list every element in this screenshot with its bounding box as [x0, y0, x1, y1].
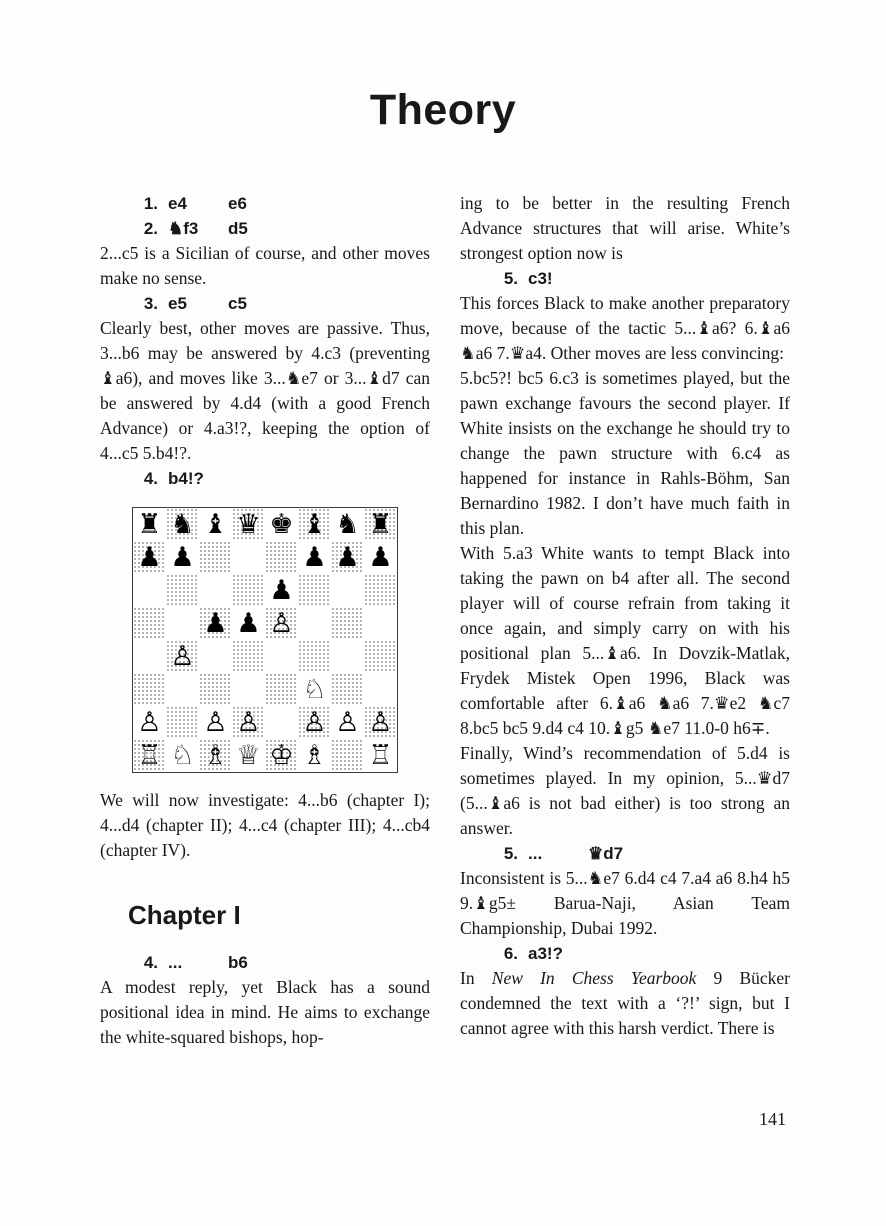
board-square: [199, 541, 232, 574]
board-square: [331, 739, 364, 772]
move-number: 5.: [503, 844, 518, 863]
black-move: b6: [228, 953, 248, 972]
board-square: ♚: [265, 508, 298, 541]
paragraph-forces-black: This forces Black to make another preparatory move, because of the tactic 5...♝a6? 6.♝a6 ♞a6 7.♛a4. Other moves are less convincing:: [460, 293, 790, 363]
board-square: ♜: [364, 508, 397, 541]
board-square: [364, 640, 397, 673]
move-line: [100, 216, 430, 241]
board-square: [133, 673, 166, 706]
book-title-italic: New In Chess Yearbook: [491, 968, 697, 988]
move-line: [100, 950, 430, 975]
move-line: [100, 466, 430, 491]
board-square: [166, 607, 199, 640]
paragraph-continuation: ing to be better in the resulting French Advance structures that will arise. White’s strongest option now is: [460, 193, 790, 263]
board-square: [331, 640, 364, 673]
paragraph-yearbook: [460, 966, 790, 1041]
white-move: e5: [168, 294, 187, 313]
board-square: [166, 673, 199, 706]
board-square: ♘: [298, 673, 331, 706]
move-number: 4.: [143, 469, 158, 488]
white-move: ...: [528, 844, 543, 863]
board-square: [364, 607, 397, 640]
white-move: ♞f3: [168, 219, 199, 238]
black-move: d5: [228, 219, 248, 238]
paragraph-modest-reply: A modest reply, yet Black has a sound positional idea in mind. He aims to exchange the white-squared bishops, hop-: [100, 977, 430, 1047]
text-segment: 9 Bücker condemned the text with a ‘?!’ sign, but I cannot agree with this harsh verdict. There is: [460, 968, 790, 1038]
move-number: 4.: [143, 953, 158, 972]
board-square: ♞: [166, 508, 199, 541]
board-square: ♕: [232, 739, 265, 772]
text-segment: In: [460, 968, 492, 988]
board-square: [133, 574, 166, 607]
move-number: 6.: [503, 944, 518, 963]
black-move: e6: [228, 194, 247, 213]
board-square: [232, 574, 265, 607]
board-square: ♖: [133, 739, 166, 772]
page-title: Theory: [369, 86, 517, 134]
move-number: 3.: [143, 294, 158, 313]
right-column: [460, 191, 790, 1050]
paragraph-investigate: We will now investigate: 4...b6 (chapter I); 4...d4 (chapter II); 4...c4 (chapter III); 4...cb4 (chapter IV).: [100, 790, 430, 860]
board-square: [166, 706, 199, 739]
page-number: 141: [759, 1109, 786, 1129]
board-square: [265, 673, 298, 706]
board-square: [199, 574, 232, 607]
board-square: [364, 574, 397, 607]
board-square: [232, 673, 265, 706]
board-square: [199, 640, 232, 673]
board-square: ♟: [331, 541, 364, 574]
chapter-heading: Chapter I: [128, 900, 241, 930]
board-square: ♟: [133, 541, 166, 574]
board-square: ♙: [265, 607, 298, 640]
move-number: 2.: [143, 219, 158, 238]
board-square: ♗: [199, 739, 232, 772]
board-square: [232, 541, 265, 574]
white-move: ...: [168, 953, 183, 972]
chess-diagram: [132, 507, 398, 773]
paragraph-bc5-line: 5.bc5?! bc5 6.c3 is sometimes played, but the pawn exchange favours the second player. If White insists on the exchange he should try to change the pawn structure with 6.c4 as happened for instance in Rahls-Böhm, San Bernardino 1982. I don’t have much faith in this plan.: [460, 368, 790, 538]
white-move: e4: [168, 194, 187, 213]
board-square: ♜: [133, 508, 166, 541]
paragraph-a3-line: With 5.a3 White wants to tempt Black into taking the pawn on b4 after all. The second player will of course refrain from taking it once again, and simply carry on with his positional plan 5...♝a6. In Dovzik-Matlak, Frydek Mistek Open 1996, Black was comfortable after 6.♝a6 ♞a6 7.♛e2 ♞c7 8.bc5 bc5 9.d4 c4 10.♝g5 ♞e7 11.0-0 h6∓.: [460, 543, 790, 738]
black-move: c5: [228, 294, 247, 313]
board-square: [133, 607, 166, 640]
board-square: ♔: [265, 739, 298, 772]
board-square: [331, 607, 364, 640]
board-square: ♙: [364, 706, 397, 739]
board-square: [232, 640, 265, 673]
board-square: ♞: [331, 508, 364, 541]
board-square: [331, 673, 364, 706]
board-square: [364, 673, 397, 706]
board-square: ♙: [331, 706, 364, 739]
board-square: ♙: [133, 706, 166, 739]
move-line: [460, 941, 790, 966]
board-square: ♟: [298, 541, 331, 574]
paragraph-sicilian-note: 2...c5 is a Sicilian of course, and other moves make no sense.: [100, 243, 430, 288]
board-square: ♝: [298, 508, 331, 541]
board-square: ♙: [232, 706, 265, 739]
board-square: ♙: [298, 706, 331, 739]
board-square: ♟: [265, 574, 298, 607]
paragraph-wind-recommendation: Finally, Wind’s recommendation of 5.d4 is sometimes played. In my opinion, 5...♛d7 (5...♝a6 is not bad either) is too strong an answer.: [460, 743, 790, 838]
board-square: ♛: [232, 508, 265, 541]
board-square: [265, 706, 298, 739]
board-square: ♙: [166, 640, 199, 673]
board-square: [298, 607, 331, 640]
board-square: ♖: [364, 739, 397, 772]
board-square: [199, 673, 232, 706]
move-line: [100, 291, 430, 316]
board-square: [298, 640, 331, 673]
board-square: ♟: [199, 607, 232, 640]
board-square: [133, 640, 166, 673]
board-square: ♘: [166, 739, 199, 772]
chess-board: [133, 508, 397, 772]
left-column: [100, 191, 430, 1050]
white-move: c3!: [528, 269, 553, 288]
board-square: [166, 574, 199, 607]
move-line: [100, 191, 430, 216]
board-square: ♝: [199, 508, 232, 541]
move-number: 1.: [143, 194, 158, 213]
board-square: ♟: [166, 541, 199, 574]
move-line: [460, 841, 790, 866]
board-square: [265, 640, 298, 673]
white-move: b4!?: [168, 469, 204, 488]
board-square: [265, 541, 298, 574]
white-move: a3!?: [528, 944, 563, 963]
board-square: [331, 574, 364, 607]
two-column-layout: [0, 135, 886, 1050]
black-move: ♛d7: [588, 844, 624, 863]
board-square: ♙: [199, 706, 232, 739]
board-square: ♟: [364, 541, 397, 574]
board-square: [298, 574, 331, 607]
move-number: 5.: [503, 269, 518, 288]
paragraph-clearly-best: Clearly best, other moves are passive. Thus, 3...b6 may be answered by 4.c3 (preventing ♝a6), and moves like 3...♞e7 or 3...♝d7 can be answered by 4.d4 (with a good French Advance) or 4.a3!?, keeping the option of 4...c5 5.b4!?.: [100, 318, 430, 463]
board-square: ♗: [298, 739, 331, 772]
paragraph-inconsistent: Inconsistent is 5...♞e7 6.d4 c4 7.a4 a6 8.h4 h5 9.♝g5± Barua-Naji, Asian Team Championship, Dubai 1992.: [460, 868, 790, 938]
move-line: [460, 266, 790, 291]
board-square: ♟: [232, 607, 265, 640]
